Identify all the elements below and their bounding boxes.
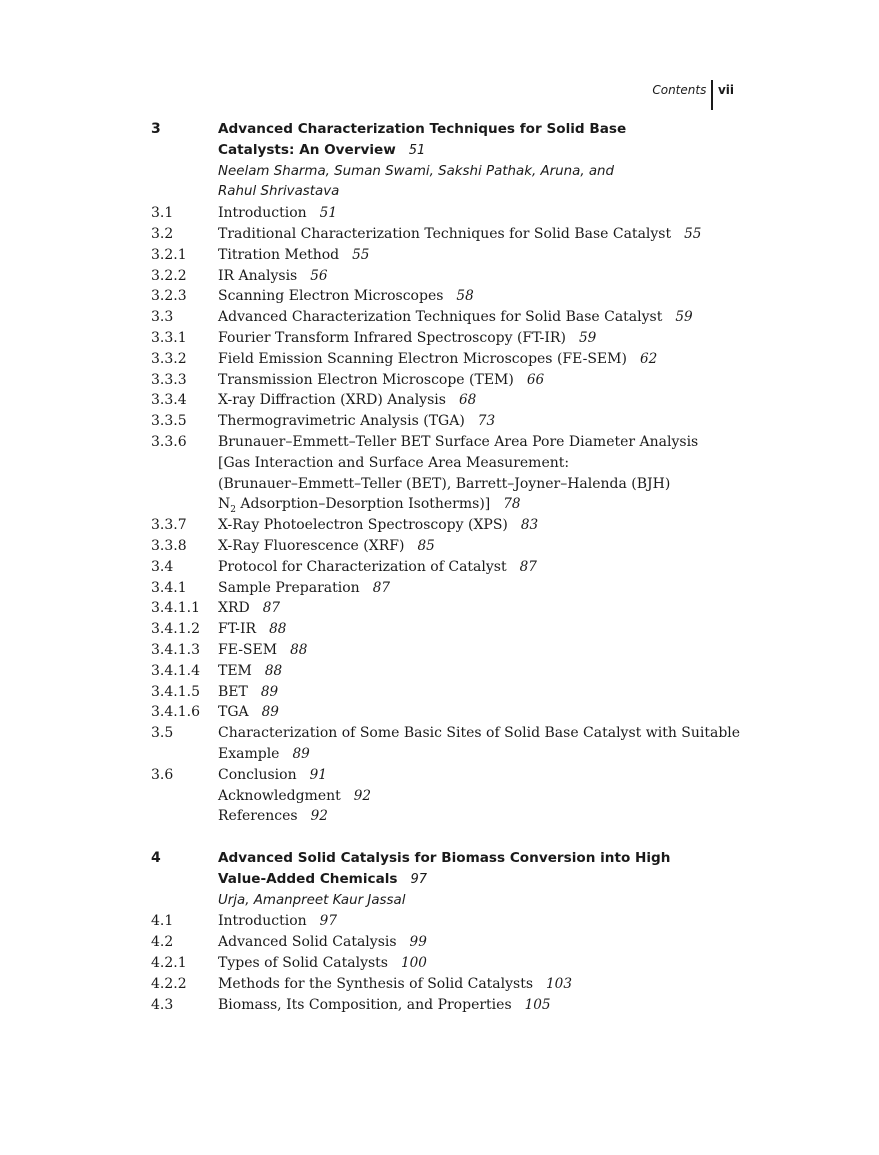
entry-title: Traditional Characterization Techniques for Solid Base Catalyst: [218, 225, 672, 242]
entry-title: Introduction: [218, 913, 307, 930]
toc-entry[interactable]: [151, 224, 741, 245]
entry-title: Sample Preparation: [218, 579, 360, 596]
entry-number: 3.2.1: [151, 246, 187, 263]
entry-title: TEM: [218, 662, 252, 679]
toc-entry[interactable]: [151, 245, 741, 266]
entry-page: 87: [262, 600, 281, 617]
toc-entry[interactable]: [151, 411, 741, 432]
chapter-title-line: Advanced Characterization Techniques for Solid Base: [218, 121, 627, 137]
entry-title: X-Ray Photoelectron Spectroscopy (XPS): [218, 517, 508, 534]
authors-line: Rahul Shrivastava: [218, 184, 340, 200]
toc-entry[interactable]: [151, 932, 741, 953]
toc-entry[interactable]: [151, 432, 741, 515]
entry-number: 3.3.3: [151, 371, 187, 388]
entry-page: 83: [520, 517, 539, 534]
entry-number: [151, 786, 218, 807]
toc-entry[interactable]: [151, 515, 741, 536]
chapter-title-line: Value-Added Chemicals: [218, 870, 398, 887]
toc-entry[interactable]: [151, 723, 741, 765]
entry-page: 103: [546, 975, 572, 992]
entry-title: Field Emission Scanning Electron Microscopes (FE-SEM): [218, 350, 627, 367]
entry-page: 56: [310, 267, 328, 284]
entry-page: 88: [290, 641, 308, 658]
toc-entry[interactable]: [151, 536, 741, 557]
entry-page: 73: [477, 413, 496, 430]
page-number: vii: [717, 83, 734, 97]
entry-title-line: [218, 496, 491, 516]
entry-title: XRD: [218, 600, 250, 617]
toc-entry[interactable]: [151, 328, 741, 349]
entry-page: 91: [309, 766, 327, 783]
formula-n: N: [218, 496, 231, 513]
entry-number: 4.3: [151, 996, 174, 1013]
entry-page: 88: [264, 662, 283, 679]
formula-rest: Adsorption–Desorption Isotherms)]: [235, 496, 491, 513]
entry-page: 87: [519, 558, 537, 575]
entry-number: 3.3.1: [151, 329, 187, 346]
entry-number: 3.4: [151, 558, 174, 575]
toc-entry[interactable]: [151, 995, 741, 1016]
toc-entry[interactable]: [151, 661, 741, 682]
entry-page: 99: [409, 934, 427, 951]
entry-number: 3.3.7: [151, 517, 187, 534]
entry-page: 105: [524, 996, 551, 1013]
entry-page: 62: [639, 350, 658, 367]
toc-entry[interactable]: [151, 349, 741, 370]
chapter-title-line: Advanced Solid Catalysis for Biomass Conversion into High: [218, 850, 671, 867]
entry-title: BET: [218, 683, 248, 700]
entry-page: 100: [401, 955, 427, 972]
entry-number: 3.3.4: [151, 392, 187, 409]
entry-page: 88: [269, 621, 287, 638]
entry-page: 92: [310, 808, 328, 825]
entry-number: 3.4.1.3: [151, 641, 200, 658]
toc-entry[interactable]: [151, 765, 741, 786]
entry-title: Advanced Characterization Techniques for Solid Base Catalyst: [218, 309, 663, 326]
toc-entry[interactable]: [151, 619, 741, 640]
toc-entry[interactable]: [151, 598, 741, 619]
toc-entry[interactable]: [151, 203, 741, 224]
entry-number: 3.2: [151, 225, 174, 242]
entry-title: X-ray Diffraction (XRD) Analysis: [218, 392, 446, 409]
entry-title-line: Characterization of Some Basic Sites of Solid Base Catalyst with Suitable: [218, 725, 741, 742]
entry-number: 3.4.1.1: [151, 600, 200, 617]
toc-entry[interactable]: [151, 682, 741, 703]
entry-page: 66: [526, 371, 545, 388]
entry-title: Introduction: [218, 205, 307, 222]
toc-entry[interactable]: [151, 390, 741, 411]
toc-entry[interactable]: [151, 307, 741, 328]
entry-page: 89: [260, 683, 279, 700]
toc-entry[interactable]: [151, 557, 741, 578]
entry-title: Biomass, Its Composition, and Properties: [218, 996, 512, 1013]
entry-number: 3.2.2: [151, 267, 187, 284]
entry-page: 59: [578, 329, 597, 346]
entry-number: 3.4.1.4: [151, 662, 200, 679]
entry-page: 58: [456, 288, 474, 305]
toc-entry[interactable]: [151, 702, 741, 723]
chapter-title: [218, 119, 741, 162]
entry-title: Acknowledgment: [218, 787, 341, 804]
entry-page: 59: [675, 309, 693, 326]
entry-page: 89: [292, 745, 310, 762]
entry-title-line: (Brunauer–Emmett–Teller (BET), Barrett–Joyner–Halenda (BJH): [218, 475, 671, 492]
table-of-contents: [151, 119, 741, 1036]
chapter-3: [151, 119, 741, 827]
entry-number: 3.6: [151, 766, 174, 783]
entry-number: 3.4.1.2: [151, 621, 200, 638]
entry-number: [151, 806, 218, 827]
chapter-number: 4: [151, 850, 161, 867]
toc-entry[interactable]: [151, 266, 741, 287]
entry-title: Methods for the Synthesis of Solid Catalysts: [218, 975, 534, 992]
entry-title: Protocol for Characterization of Catalyst: [218, 558, 507, 575]
entry-page: 68: [458, 392, 477, 409]
chapter-title-line: Catalysts: An Overview: [218, 141, 396, 158]
entry-number: 3.4.1: [151, 579, 187, 596]
entry-number: 3.5: [151, 725, 174, 742]
entry-number: 3.3: [151, 309, 174, 326]
entry-title-line: Brunauer–Emmett–Teller BET Surface Area Pore Diameter Analysis: [218, 433, 699, 450]
chapter-heading[interactable]: [151, 119, 741, 162]
chapter-heading[interactable]: [151, 848, 741, 891]
toc-entry[interactable]: [151, 786, 741, 807]
entry-page: 78: [503, 496, 521, 513]
chapter-page: 97: [410, 871, 428, 887]
entry-title-line: Example: [218, 745, 280, 762]
entry-page: 89: [261, 704, 279, 721]
entry-number: 3.4.1.6: [151, 704, 200, 721]
toc-entry[interactable]: [151, 974, 741, 995]
chapter-page: 51: [408, 142, 426, 158]
entry-title: References: [218, 808, 298, 825]
entry-number: 3.3.5: [151, 413, 187, 430]
entry-title: Transmission Electron Microscope (TEM): [218, 371, 514, 388]
toc-entry[interactable]: [151, 578, 741, 599]
toc-entry[interactable]: [151, 953, 741, 974]
entry-title: Types of Solid Catalysts: [218, 955, 388, 972]
entry-title: FT-IR: [218, 621, 257, 638]
entry-number: 3.4.1.5: [151, 683, 200, 700]
entry-title: FE-SEM: [218, 641, 278, 658]
chapter-authors: [151, 891, 741, 912]
entry-title: Scanning Electron Microscopes: [218, 288, 444, 305]
entry-page: 85: [417, 537, 435, 554]
entry-number: 3.2.3: [151, 288, 187, 305]
toc-entry[interactable]: [151, 370, 741, 391]
toc-entry[interactable]: [151, 286, 741, 307]
toc-entry[interactable]: [151, 911, 741, 932]
entry-title: Conclusion: [218, 766, 297, 783]
entry-title: TGA: [218, 704, 249, 721]
chapter-title: [218, 848, 741, 891]
entry-number: 4.2.2: [151, 975, 187, 992]
entry-number: 4.2.1: [151, 955, 187, 972]
entry-page: 55: [352, 246, 370, 263]
entry-title: Thermogravimetric Analysis (TGA): [218, 413, 465, 430]
chapter-4: [151, 848, 741, 1015]
formula-subscript: 2: [230, 505, 236, 516]
entry-page: 51: [319, 205, 337, 222]
entry-page: 92: [353, 787, 372, 804]
entry-title: Advanced Solid Catalysis: [218, 934, 397, 951]
entry-number: 4.2: [151, 934, 174, 951]
authors-line: Urja, Amanpreet Kaur Jassal: [218, 892, 406, 908]
entry-number: 3.1: [151, 205, 174, 222]
entry-title: X-Ray Fluorescence (XRF): [218, 537, 405, 554]
entry-number: 3.3.6: [151, 433, 187, 450]
entry-title: IR Analysis: [218, 267, 298, 284]
entry-number: 3.3.2: [151, 350, 187, 367]
entry-title: Fourier Transform Infrared Spectroscopy (FT-IR): [218, 329, 566, 346]
entry-title: Titration Method: [218, 246, 340, 263]
chapter-authors: [151, 162, 741, 204]
entry-number: 4.1: [151, 913, 174, 930]
toc-entry[interactable]: [151, 806, 741, 827]
authors-line: Neelam Sharma, Suman Swami, Sakshi Pathak, Aruna, and: [218, 163, 615, 179]
chapter-number: 3: [151, 121, 161, 137]
running-head: [652, 80, 734, 110]
entry-number: 3.3.8: [151, 537, 187, 554]
entry-title-line: [Gas Interaction and Surface Area Measurement:: [218, 454, 570, 471]
toc-entry[interactable]: [151, 640, 741, 661]
entry-page: 97: [319, 913, 337, 930]
entry-page: 55: [684, 225, 702, 242]
entry-page: 87: [372, 579, 390, 596]
running-head-label: Contents: [652, 83, 707, 97]
